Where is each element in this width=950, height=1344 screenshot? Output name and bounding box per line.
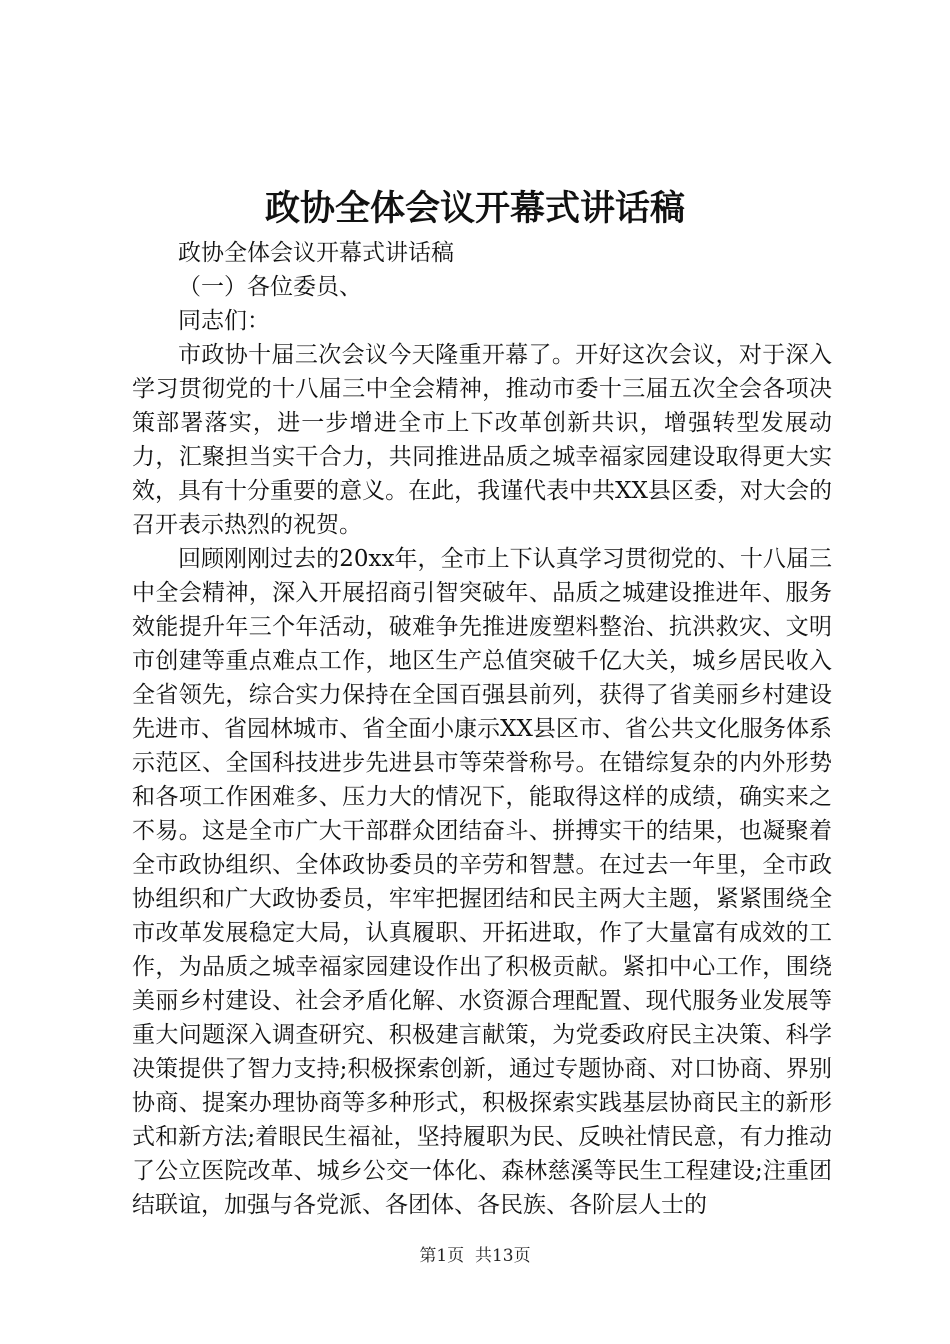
paragraph-opening: 市政协十届三次会议今天隆重开幕了。开好这次会议，对于深入学习贯彻党的十八届三中全会精神，推动市委十三届五次全会各项决策部署落实，进一步增进全市上下改革创新共识，增强转型发展动力，汇聚担当实干合力，共同推进品质之城幸福家园建设取得更大实效，具有十分重要的意义。在此，我谨代表中共XX县区委，对大会的召开表示热烈的祝贺。	[132, 342, 832, 538]
salutation-line-1: （一）各位委员、	[178, 274, 362, 300]
salutation-line-2: 同志们：	[178, 308, 270, 334]
document-title: 政协全体会议开幕式讲话稿	[264, 188, 685, 229]
page-footer	[0, 1244, 950, 1268]
paragraph-review: 回顾刚刚过去的20xx年，全市上下认真学习贯彻党的、十八届三中全会精神，深入开展招商引智突破年、品质之城建设推进年、服务效能提升年三个年活动，破难争先推进废塑料整治、抗洪救灾、文明市创建等重点难点工作，地区生产总值突破千亿大关，城乡居民收入全省领先，综合实力保持在全国百强县前列，获得了省美丽乡村建设先进市、省园林城市、省全面小康示XX县区市、省公共文化服务体系示范区、全国科技进步先进县市等荣誉称号。在错综复杂的内外形势和各项工作困难多、压力大的情况下，能取得这样的成绩，确实来之不易。这是全市广大干部群众团结奋斗、拼搏实干的结果，也凝聚着全市政协组织、全体政协委员的辛劳和智慧。在过去一年里，全市政协组织和广大政协委员，牢牢把握团结和民主两大主题，紧紧围绕全市改革发展稳定大局，认真履职、开拓进取，作了大量富有成效的工作，为品质之城幸福家园建设作出了积极贡献。紧扣中心工作，围绕美丽乡村建设、社会矛盾化解、水资源合理配置、现代服务业发展等重大问题深入调查研究、积极建言献策，为党委政府民主决策、科学决策提供了智力支持;积极探索创新，通过专题协商、对口协商、界别协商、提案办理协商等多种形式，积极探索实践基层协商民主的新形式和新方法;着眼民生福祉，坚持履职为民、反映社情民意，有力推动了公立医院改革、城乡公交一体化、森林慈溪等民生工程建设;注重团结联谊，加强与各党派、各团体、各民族、各阶层人士的	[132, 546, 832, 1218]
document-subtitle: 政协全体会议开幕式讲话稿	[178, 240, 454, 266]
page-number: 第1页 共13页	[419, 1246, 531, 1266]
document-body	[132, 236, 832, 1222]
